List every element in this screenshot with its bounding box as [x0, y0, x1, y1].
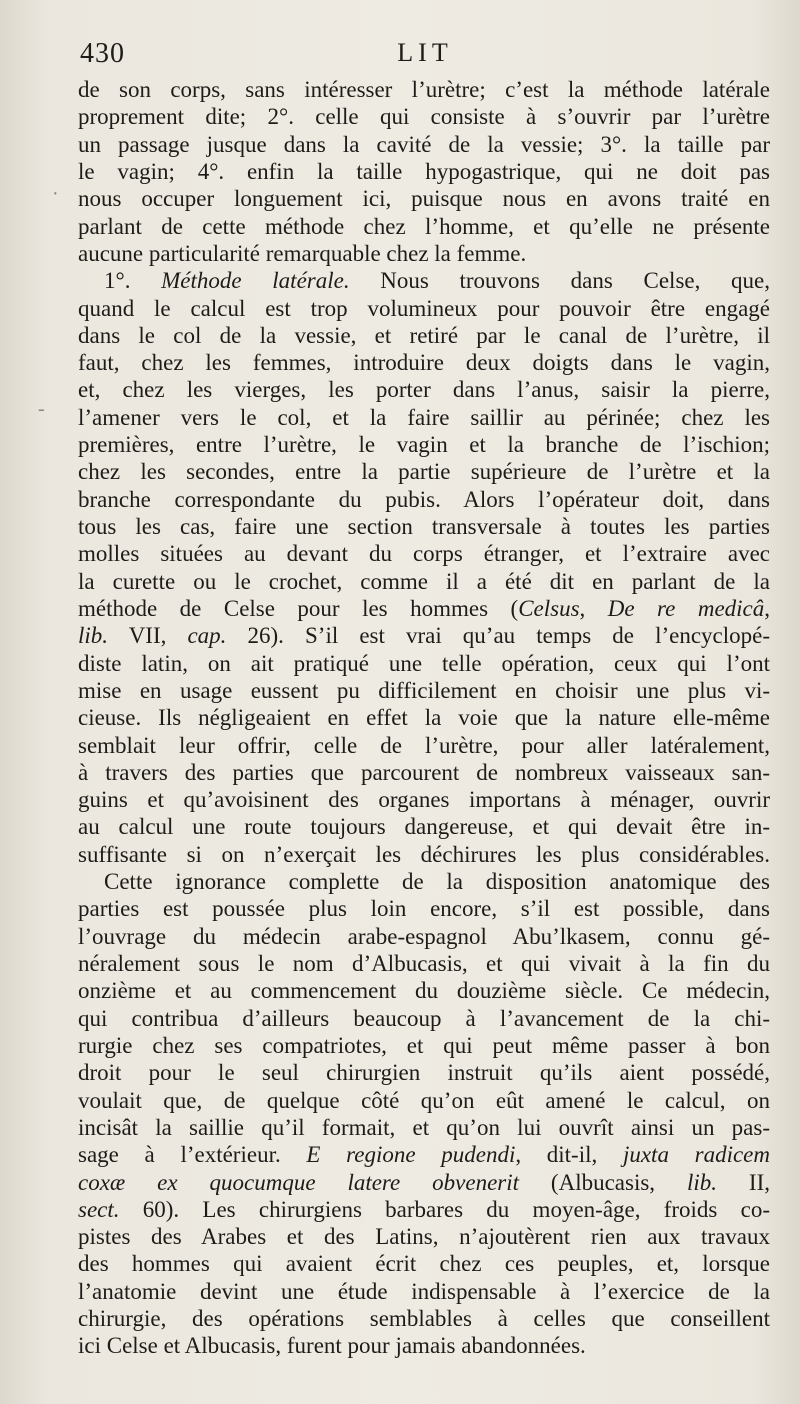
margin-dash-mark: -: [38, 398, 45, 420]
text-line: 1°. Méthode latérale. Nous trouvons dans Celse, que,: [104, 268, 770, 294]
text-line: l’amener vers le col, et la faire saillir au périnée; chez les: [78, 404, 770, 430]
text-line: ici Celse et Albucasis, furent pour jamais abandonnées.: [78, 1333, 586, 1359]
text-line: voulait que, de quelque côté qu’on eût amené le calcul, on: [78, 1087, 770, 1113]
text-line: branche correspondante du pubis. Alors l’opérateur doit, dans: [78, 486, 770, 512]
body-text: [78, 76, 770, 1360]
text-line: sage à l’extérieur. E regione pudendi, dit-il, juxta radicem: [78, 1142, 770, 1168]
text-line: rurgie chez ses compatriotes, et qui peut même passer à bon: [78, 1032, 770, 1058]
text-line: mise en usage eussent pu difficilement en choisir une plus vi-: [78, 677, 770, 703]
margin-tick-mark: ·: [52, 183, 59, 205]
text-line: sect. 60). Les chirurgiens barbares du moyen-âge, froids co-: [78, 1196, 770, 1222]
text-line: diste latin, on ait pratiqué une telle opération, ceux qui l’ont: [78, 650, 770, 676]
text-line: et, chez les vierges, les porter dans l’anus, saisir la pierre,: [78, 377, 770, 403]
text-line: dans le col de la vessie, et retiré par le canal de l’urètre, il: [78, 322, 770, 348]
text-line: molles situées au devant du corps étranger, et l’extraire avec: [78, 541, 770, 567]
text-line: l’anatomie devint une étude indispensable à l’exercice de la: [78, 1278, 770, 1304]
text-line: qui contribua d’ailleurs beaucoup à l’avancement de la chi-: [78, 1005, 770, 1031]
text-line: droit pour le seul chirurgien instruit qu’ils aient possédé,: [78, 1060, 770, 1086]
text-line: premières, entre l’urètre, le vagin et la branche de l’ischion;: [78, 432, 770, 458]
text-line: parlant de cette méthode chez l’homme, et qu’elle ne présente: [78, 213, 770, 239]
text-line: un passage jusque dans la cavité de la vessie; 3°. la taille par: [78, 131, 770, 157]
text-line: faut, chez les femmes, introduire deux doigts dans le vagin,: [78, 350, 770, 376]
text-line: suffisante si on n’exerçait les déchirures les plus considérables.: [78, 841, 770, 867]
text-line: à travers des parties que parcourent de nombreux vaisseaux san-: [78, 759, 770, 785]
text-line: des hommes qui avaient écrit chez ces peuples, et, lorsque: [78, 1251, 770, 1277]
text-line: cieuse. Ils négligeaient en effet la voie que la nature elle-même: [78, 705, 770, 731]
text-line: guins et qu’avoisinent des organes importans à ménager, ouvrir: [78, 787, 770, 813]
text-line: tous les cas, faire une section transversale à toutes les parties: [78, 514, 770, 539]
text-line: Cette ignorance complette de la disposition anatomique des: [104, 869, 770, 895]
text-line: proprement dite; 2°. celle qui consiste à s’ouvrir par l’urètre: [78, 104, 770, 130]
text-line: le vagin; 4°. enfin la taille hypogastrique, qui ne doit pas: [78, 158, 770, 184]
page-number: 430: [80, 38, 125, 69]
text-line: la curette ou le crochet, comme il a été dit en parlant de la: [78, 568, 770, 594]
text-line: chirurgie, des opérations semblables à celles que conseillent: [78, 1306, 770, 1332]
text-line: de son corps, sans intéresser l’urètre; c’est la méthode latérale: [78, 77, 770, 102]
text-line: néralement sous le nom d’Albucasis, et qui vivait à la fin du: [78, 951, 770, 976]
text-line: coxæ ex quocumque latere obvenerit (Albucasis, lib. II,: [78, 1169, 770, 1195]
text-line: chez les secondes, entre la partie supérieure de l’urètre et la: [78, 459, 770, 485]
text-line: l’ouvrage du médecin arabe-espagnol Abu’lkasem, connu gé-: [78, 923, 770, 949]
text-line: semblait leur offrir, celle de l’urètre, pour aller latéralement,: [78, 732, 770, 758]
text-line: aucune particularité remarquable chez la femme.: [78, 240, 527, 266]
text-line: pistes des Arabes et des Latins, n’ajoutèrent rien aux travaux: [78, 1224, 770, 1250]
text-line: au calcul une route toujours dangereuse, et qui devait être in-: [78, 814, 770, 840]
page-header: [80, 38, 770, 72]
running-head: LIT: [397, 38, 453, 67]
text-line: méthode de Celse pour les hommes (Celsus, De re medicâ,: [78, 595, 770, 621]
text-line: nous occuper longuement ici, puisque nous en avons traité en: [78, 186, 770, 212]
text-line: quand le calcul est trop volumineux pour pouvoir être engagé: [78, 295, 770, 321]
text-line: lib. VII, cap. 26). S’il est vrai qu’au temps de l’encyclopé-: [78, 623, 770, 649]
text-line: parties est poussée plus loin encore, s’il est possible, dans: [78, 896, 770, 922]
text-line: incisât la saillie qu’il formait, et qu’on lui ouvrît ainsi un pas-: [78, 1114, 770, 1140]
text-line: onzième et au commencement du douzième siècle. Ce médecin,: [78, 978, 770, 1004]
